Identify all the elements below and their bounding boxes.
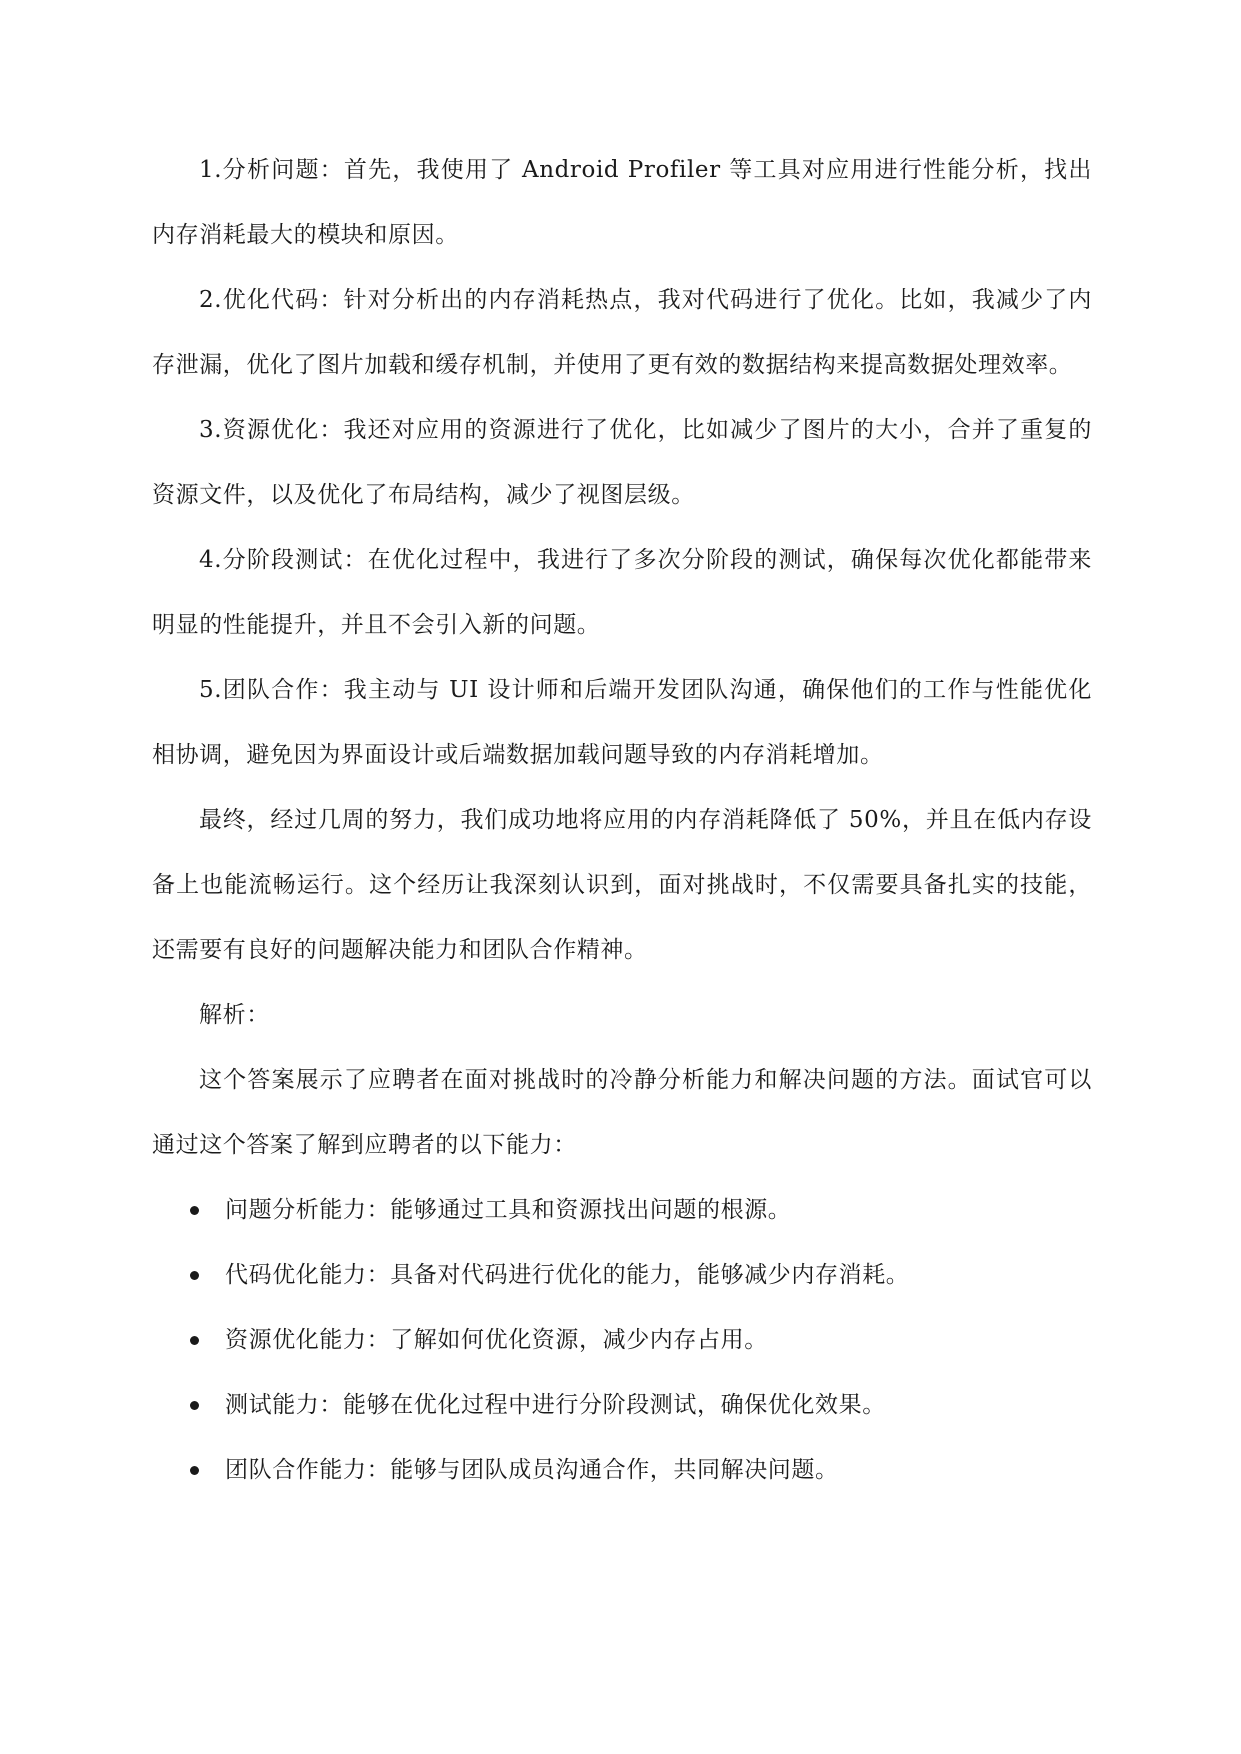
- list-item-text: 测试能力：能够在优化过程中进行分阶段测试，确保优化效果。: [225, 1392, 886, 1418]
- list-item: [152, 1308, 1092, 1373]
- paragraph-analysis-intro: 这个答案展示了应聘者在面对挑战时的冷静分析能力和解决问题的方法。面试官可以通过这个答案了解到应聘者的以下能力：: [152, 1067, 1092, 1158]
- list-item-text: 团队合作能力：能够与团队成员沟通合作，共同解决问题。: [225, 1457, 839, 1483]
- list-item-text: 资源优化能力：了解如何优化资源，减少内存占用。: [225, 1327, 768, 1353]
- document-body: [152, 138, 1092, 1503]
- paragraph-analysis-heading: 解析：: [199, 1002, 270, 1028]
- list-item-text: 问题分析能力：能够通过工具和资源找出问题的根源。: [225, 1197, 792, 1223]
- paragraph-step-3: 3.资源优化：我还对应用的资源进行了优化，比如减少了图片的大小，合并了重复的资源文件，以及优化了布局结构，减少了视图层级。: [152, 417, 1092, 508]
- paragraph-conclusion: 最终，经过几周的努力，我们成功地将应用的内存消耗降低了 50%，并且在低内存设备上也能流畅运行。这个经历让我深刻认识到，面对挑战时，不仅需要具备扎实的技能，还需要有良好的问题解决能力和团队合作精神。: [152, 807, 1092, 963]
- ability-list: [152, 1178, 1092, 1503]
- list-item-text: 代码优化能力：具备对代码进行优化的能力，能够减少内存消耗。: [225, 1262, 910, 1288]
- list-item: [152, 1438, 1092, 1503]
- bullet-dot-icon: [190, 1401, 199, 1410]
- paragraph-step-5: 5.团队合作：我主动与 UI 设计师和后端开发团队沟通，确保他们的工作与性能优化相协调，避免因为界面设计或后端数据加载问题导致的内存消耗增加。: [152, 677, 1092, 768]
- list-item: [152, 1178, 1092, 1243]
- paragraph-step-4: 4.分阶段测试：在优化过程中，我进行了多次分阶段的测试，确保每次优化都能带来明显的性能提升，并且不会引入新的问题。: [152, 547, 1092, 638]
- bullet-dot-icon: [190, 1336, 199, 1345]
- bullet-dot-icon: [190, 1271, 199, 1280]
- bullet-dot-icon: [190, 1206, 199, 1215]
- bullet-dot-icon: [190, 1466, 199, 1475]
- paragraph-step-1: 1.分析问题：首先，我使用了 Android Profiler 等工具对应用进行性能分析，找出内存消耗最大的模块和原因。: [152, 157, 1092, 248]
- list-item: [152, 1243, 1092, 1308]
- list-item: [152, 1373, 1092, 1438]
- paragraph-step-2: 2.优化代码：针对分析出的内存消耗热点，我对代码进行了优化。比如，我减少了内存泄漏，优化了图片加载和缓存机制，并使用了更有效的数据结构来提高数据处理效率。: [152, 287, 1092, 378]
